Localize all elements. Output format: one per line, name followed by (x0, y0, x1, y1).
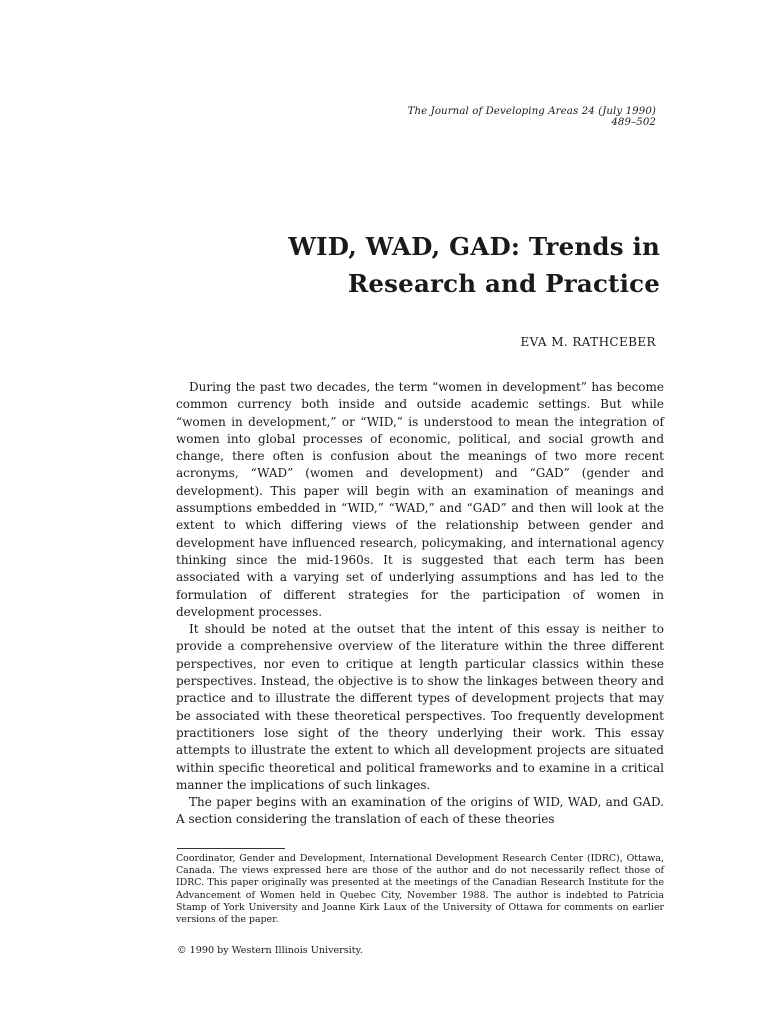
paragraph-3: The paper begins with an examination of the origins of WID, WAD, and GAD. A section considering the translation of each of these theories (176, 795, 664, 827)
article-title (240, 228, 660, 302)
copyright-notice: © 1990 by Western Illinois University. (177, 945, 363, 956)
journal-citation: The Journal of Developing Areas 24 (July 1990) 489–502 (407, 106, 656, 128)
title-line-1: WID, WAD, GAD: Trends in (288, 232, 660, 261)
title-line-2: Research and Practice (347, 269, 660, 298)
footnote: Coordinator, Gender and Development, International Development Research Center (IDRC), Ottawa, Canada. The views expressed here are those of the author and do not necessarily reflect those of IDRC. This paper originally was presented at the meetings of the Canadian Research Institute for the Advancement of Women held in Quebec City, November 1988. The author is indebted to Patricia Stamp of York University and Joanne Kirk Laux of the University of Ottawa for comments on earlier versions of the paper. (176, 853, 664, 926)
author-name: EVA M. RATHCEBER (520, 335, 656, 349)
footnote-divider (177, 848, 285, 849)
body-text (176, 379, 664, 829)
paragraph-2: It should be noted at the outset that the intent of this essay is neither to provide a comprehensive overview of the literature within the three different perspectives, nor even to critique at length particular classics within these perspectives. Instead, the objective is to show the linkages between theory and practice and to illustrate the different types of development projects that may be associated with these theoretical perspectives. Too frequently development practitioners lose sight of the theory underlying their work. This essay attempts to illustrate the extent to which all development projects are situated within specific theoretical and political frameworks and to examine in a critical manner the implications of such linkages. (176, 622, 664, 792)
paragraph-1: During the past two decades, the term “women in development” has become common currency both inside and outside academic settings. But while “women in development,” or “WID,” is understood to mean the integration of women into global processes of economic, political, and social growth and change, there often is confusion about the meanings of two more recent acronyms, “WAD” (women and development) and “GAD” (gender and development). This paper will begin with an examination of meanings and assumptions embedded in “WID,” “WAD,” and “GAD” and then will look at the extent to which differing views of the relationship between gender and development have influenced research, policymaking, and international agency thinking since the mid-1960s. It is suggested that each term has been associated with a varying set of underlying assumptions and has led to the formulation of different strategies for the participation of women in development processes. (176, 380, 664, 619)
